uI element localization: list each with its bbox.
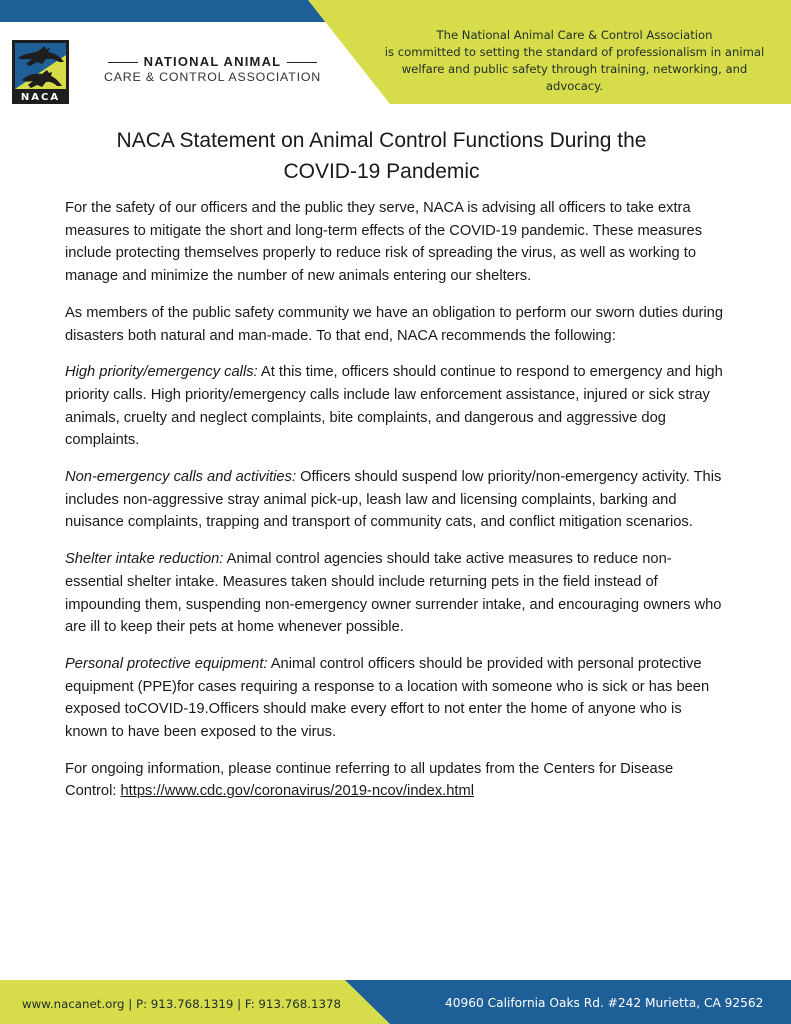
shelter-intake-text: Animal control agencies should take active measures to reduce non-essential shelter intake. Measures taken should include returning pets in the field instead of impounding them, suspending non-emergency owner surrender intake, and encouraging owners who are ill to keep their pets at home whenever possible. xyxy=(65,551,722,636)
non-emergency-label: Non-emergency calls and activities: xyxy=(65,469,297,486)
ppe-label: Personal protective equipment: xyxy=(65,655,268,672)
high-priority-label: High priority/emergency calls: xyxy=(65,364,258,381)
paragraph-ongoing-info xyxy=(65,758,725,803)
brand-rule-right xyxy=(287,62,317,63)
ongoing-info-text: For ongoing information, please continue referring to all updates from the Centers for Disease Control: xyxy=(65,760,674,800)
brand-name xyxy=(90,54,335,69)
paragraph-ppe xyxy=(65,653,725,744)
title-line-2: COVID-19 Pandemic xyxy=(283,160,480,183)
paragraph-non-emergency xyxy=(65,466,725,534)
footer-contact: www.nacanet.org | P: 913.768.1319 | F: 913.768.1378 xyxy=(22,997,341,1011)
cdc-link[interactable]: https://www.cdc.gov/coronavirus/2019-ncov/index.html xyxy=(120,783,474,800)
header-blue-band xyxy=(0,0,350,22)
non-emergency-text: Officers should suspend low priority/non-emergency activity. This includes non-aggressive stray animal pick-up, leash law and licensing complaints, barking and nuisance complaints, trapping and transport of community cats, and conflict mitigation scenarios. xyxy=(65,469,722,531)
paragraph-shelter-intake xyxy=(65,548,725,639)
tagline-line-2: is committed to setting the standard of professionalism in animal xyxy=(384,45,765,59)
brand-rule-left xyxy=(108,62,138,63)
naca-logo xyxy=(12,40,69,104)
document-title xyxy=(60,125,703,187)
high-priority-text: At this time, officers should continue to respond to emergency and high priority calls. High priority/emergency calls include law enforcement assistance, injured or sick stray animals, cruelty and neglect complaints, bite complaints, and dangerous and aggressive dog complaints. xyxy=(65,364,723,449)
tagline-line-3: welfare and public safety through training, networking, and advocacy. xyxy=(401,62,748,93)
brand-subtitle: CARE & CONTROL ASSOCIATION xyxy=(103,70,321,84)
shelter-intake-label: Shelter intake reduction: xyxy=(65,551,224,568)
paragraph-obligation: As members of the public safety community we have an obligation to perform our sworn duties during disasters both natural and man-made. To that end, NACA recommends the following: xyxy=(65,304,723,344)
tagline-line-1: The National Animal Care & Control Association xyxy=(436,28,713,42)
logo-text: NACA xyxy=(20,92,61,103)
brand-name-text: NATIONAL ANIMAL xyxy=(143,54,282,69)
paragraph-high-priority xyxy=(65,361,725,452)
title-line-1: NACA Statement on Animal Control Functions During the xyxy=(116,129,647,152)
document-body xyxy=(65,197,725,817)
footer-address: 40960 California Oaks Rd. #242 Murietta, CA 92562 xyxy=(445,996,764,1010)
ppe-text: Animal control officers should be provided with personal protective equipment (PPE)for cases requiring a response to a location with someone who is sick or has been exposed toCOVID-19.Officers should make every effort to not enter the home of anyone who is known to have been exposed to the virus. xyxy=(65,655,710,741)
header-tagline xyxy=(372,27,777,95)
paragraph-intro: For the safety of our officers and the public they serve, NACA is advising all officers to take extra measures to mitigate the short and long-term effects of the COVID-19 pandemic. These measures include protecting themselves properly to reduce risk of spreading the virus, as well as working to manage and minimize the number of new animals entering our shelters. xyxy=(65,200,703,285)
